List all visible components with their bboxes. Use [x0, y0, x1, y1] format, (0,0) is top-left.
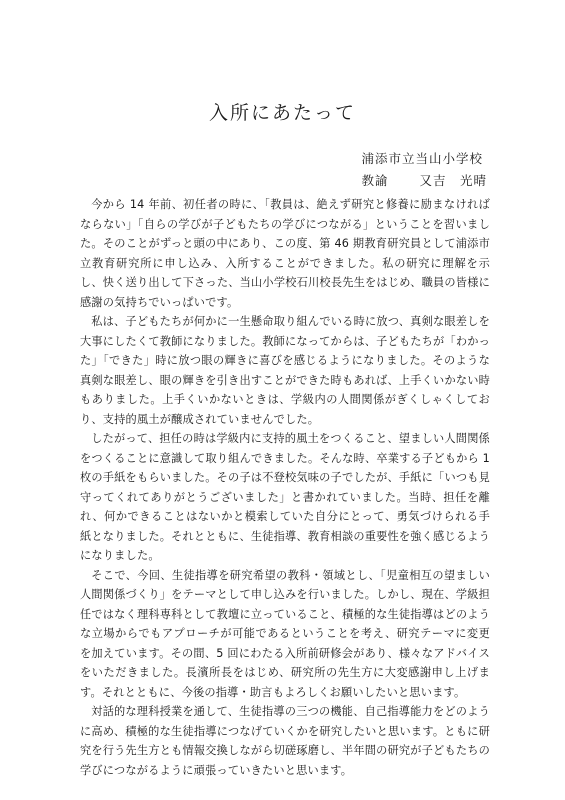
document-title: 入所にあたって: [208, 102, 356, 124]
paragraph-2: 私は、子どもたちが何かに一生懸命取り組んでいる時に放つ、真剣な眼差しを大事にしたくて教師になりました。教師になってからは、子どもたちが「わかった」「できた」時に放つ眼の輝きに喜びを感じるようになりました。そのような真剣な眼差し、眼の輝きを引き出すことができた時もあれば、上手くいかない時もありました。上手くいかないときは、学級内の人間関係がぎくしゃくしており、支持的風土が醸成されていませんでした。: [80, 315, 490, 426]
author-name: 又吉 光晴: [419, 173, 487, 188]
body-text: [80, 195, 490, 780]
paragraph-1: 今から 14 年前、初任者の時に、「教員は、絶えず研究と修養に励まなければならない」「自らの学びが子どもたちの学びにつながる」ということを習いました。そのことがずっと頭の中にあり、この度、第 46 期教育研究員として浦添市立教育研究所に申し込み、入所することができました。私の研究に理解を示し、快く送り出して下さった、当山小学校石川校長先生をはじめ、職員の皆様に感謝の気持ちでいっぱいです。: [80, 198, 490, 309]
author-name-row: [361, 170, 487, 192]
paragraph-3: したがって、担任の時は学級内に支持的風土をつくること、望ましい人間関係をつくることに意識して取り組んできました。そんな時、卒業する子どもから 1 枚の手紙をもらいました。その子は不登校気味の子でしたが、手紙に「いつも見守ってくれてありがとうございました」と書かれていました。当時、担任を離れ、何かできることはないかと模索していた自分にとって、勇気づけられる手紙となりました。それとともに、生徒指導、教育相談の重要性を強く感じるようになりました。: [80, 432, 490, 562]
paragraph-5: 対話的な理科授業を通して、生徒指導の三つの機能、自己指導能力をどのように高め、積極的な生徒指導につなげていくかを研究したいと思います。ともに研究を行う先生方とも情報交換しながら切磋琢磨し、半年間の研究が子どもたちの学びにつながるように頑張っていきたいと思います。: [80, 705, 490, 777]
author-school: 浦添市立当山小学校: [361, 151, 483, 166]
author-role: 教諭: [361, 173, 389, 188]
paragraph-4: そこで、今回、生徒指導を研究希望の教科・領域とし、「児童相互の望ましい人間関係づくり」をテーマとして申し込みを行いました。しかし、現在、学級担任ではなく理科専科として教壇に立っていること、積極的な生徒指導はどのような立場からでもアプローチが可能であるということを考え、研究テーマに変更を加えています。その間、5 回にわたる入所前研修会があり、様々なアドバイスをいただきました。長濱所長をはじめ、研究所の先生方に大変感謝申し上げます。それとともに、今後の指導・助言もよろしくお願いしたいと思います。: [80, 568, 490, 699]
author-block: [361, 148, 487, 192]
